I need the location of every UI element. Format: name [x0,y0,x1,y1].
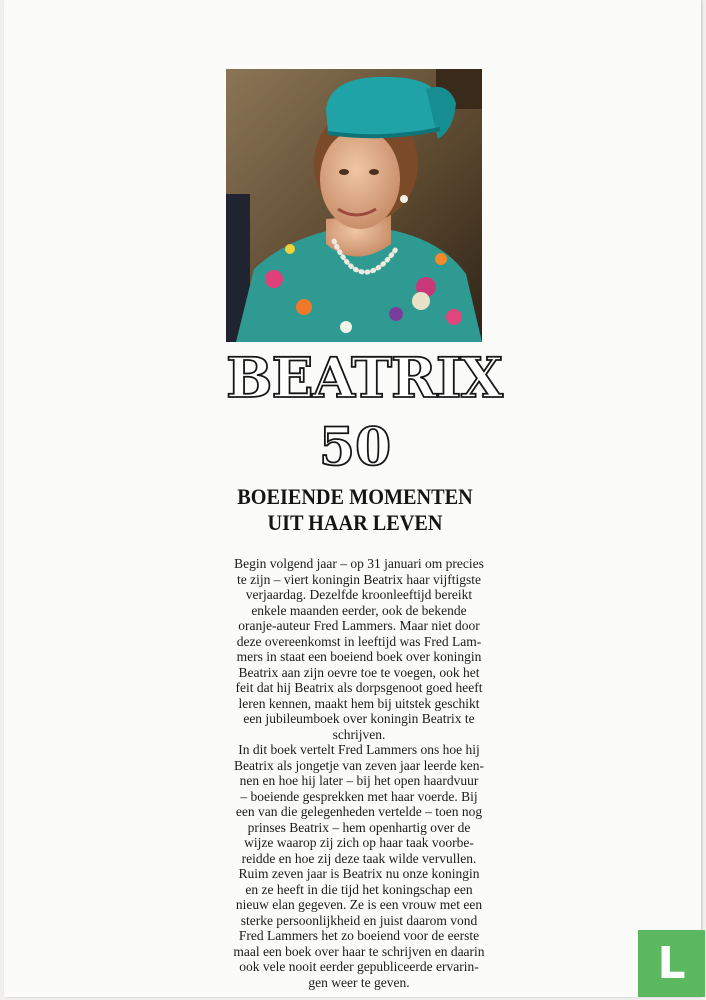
watermark-logo-icon [638,930,705,997]
blurb-line: wijze waarop zij zich op haar taak voorbe- [244,835,474,850]
blurb-line: en ze heeft in die tijd het koningschap een [245,881,473,897]
blurb-line: In dit boek vertelt Fred Lammers ons hoe hij [238,742,480,757]
book-title: BEATRIX [226,345,503,410]
blurb-line: deze overeenkomst in leeftijd was Fred Lam- [236,633,482,649]
subtitle-line-2: UIT HAAR LEVEN [267,510,443,535]
blurb-line: Ruim zeven jaar is Beatrix nu onze koningin [238,866,480,881]
blurb-line: mers in staat een boeiend boek over koningin [236,649,482,664]
book-subtitle [227,484,483,536]
blurb-text [214,556,504,990]
blurb-line: sterke persoonlijkheid en juist daarom vond [240,912,478,928]
blurb-line: Beatrix als jongetje van zeven jaar leerde ken- [233,757,484,773]
blurb-line: een jubileumboek over koningin Beatrix te [243,711,475,726]
blurb-line: feit dat hij Beatrix als dorpsgenoot goed heeft [235,680,483,695]
book-back-cover [4,0,701,997]
blurb-line: ook vele nooit eerder gepubliceerde ervarin- [239,959,479,974]
blurb-line: schrijven. [332,726,386,742]
blurb-line: reidde en hoe zij deze taak wilde vervullen. [241,850,477,866]
blurb-line: te zijn – viert koningin Beatrix haar vijftigste [236,571,482,587]
blurb-line: Beatrix aan zijn oevre toe te voegen, ook het [238,664,480,680]
blurb-line: een van die gelegenheden vertelde – toen nog [235,804,483,819]
blurb-line: verjaardag. Dezelfde kroonleeftijd bereikt [245,587,473,602]
blurb-line: oranje-auteur Fred Lammers. Maar niet door [238,618,480,633]
blurb-line: nen en hoe hij later – bij het open haardvuur [239,773,479,788]
blurb-line: prinses Beatrix – hem openhartig over de [247,819,471,835]
book-number: 50 [318,417,392,478]
subtitle-line-1: BOEIENDE MOMENTEN [237,484,473,509]
blurb-line: – boeiende gesprekken met haar voerde. Bij [240,788,478,804]
blurb-line: Begin volgend jaar – op 31 januari om precies [234,556,484,571]
blurb-line: Fred Lammers het zo boeiend voor de eerste [238,928,480,943]
blurb-line: leren kennen, maakt hem bij uitstek geschikt [238,695,480,711]
portrait-photo [226,69,482,342]
blurb-line: maal een boek over haar te schrijven en daarin [233,943,485,959]
watermark-glyph: L [657,938,686,989]
blurb-line: enkele maanden eerder, ook de bekende [251,602,467,618]
portrait-illustration [226,69,482,342]
blurb-line: gen weer te geven. [308,974,410,990]
blurb-line: nieuw elan gegeven. Ze is een vrouw met een [235,897,483,912]
